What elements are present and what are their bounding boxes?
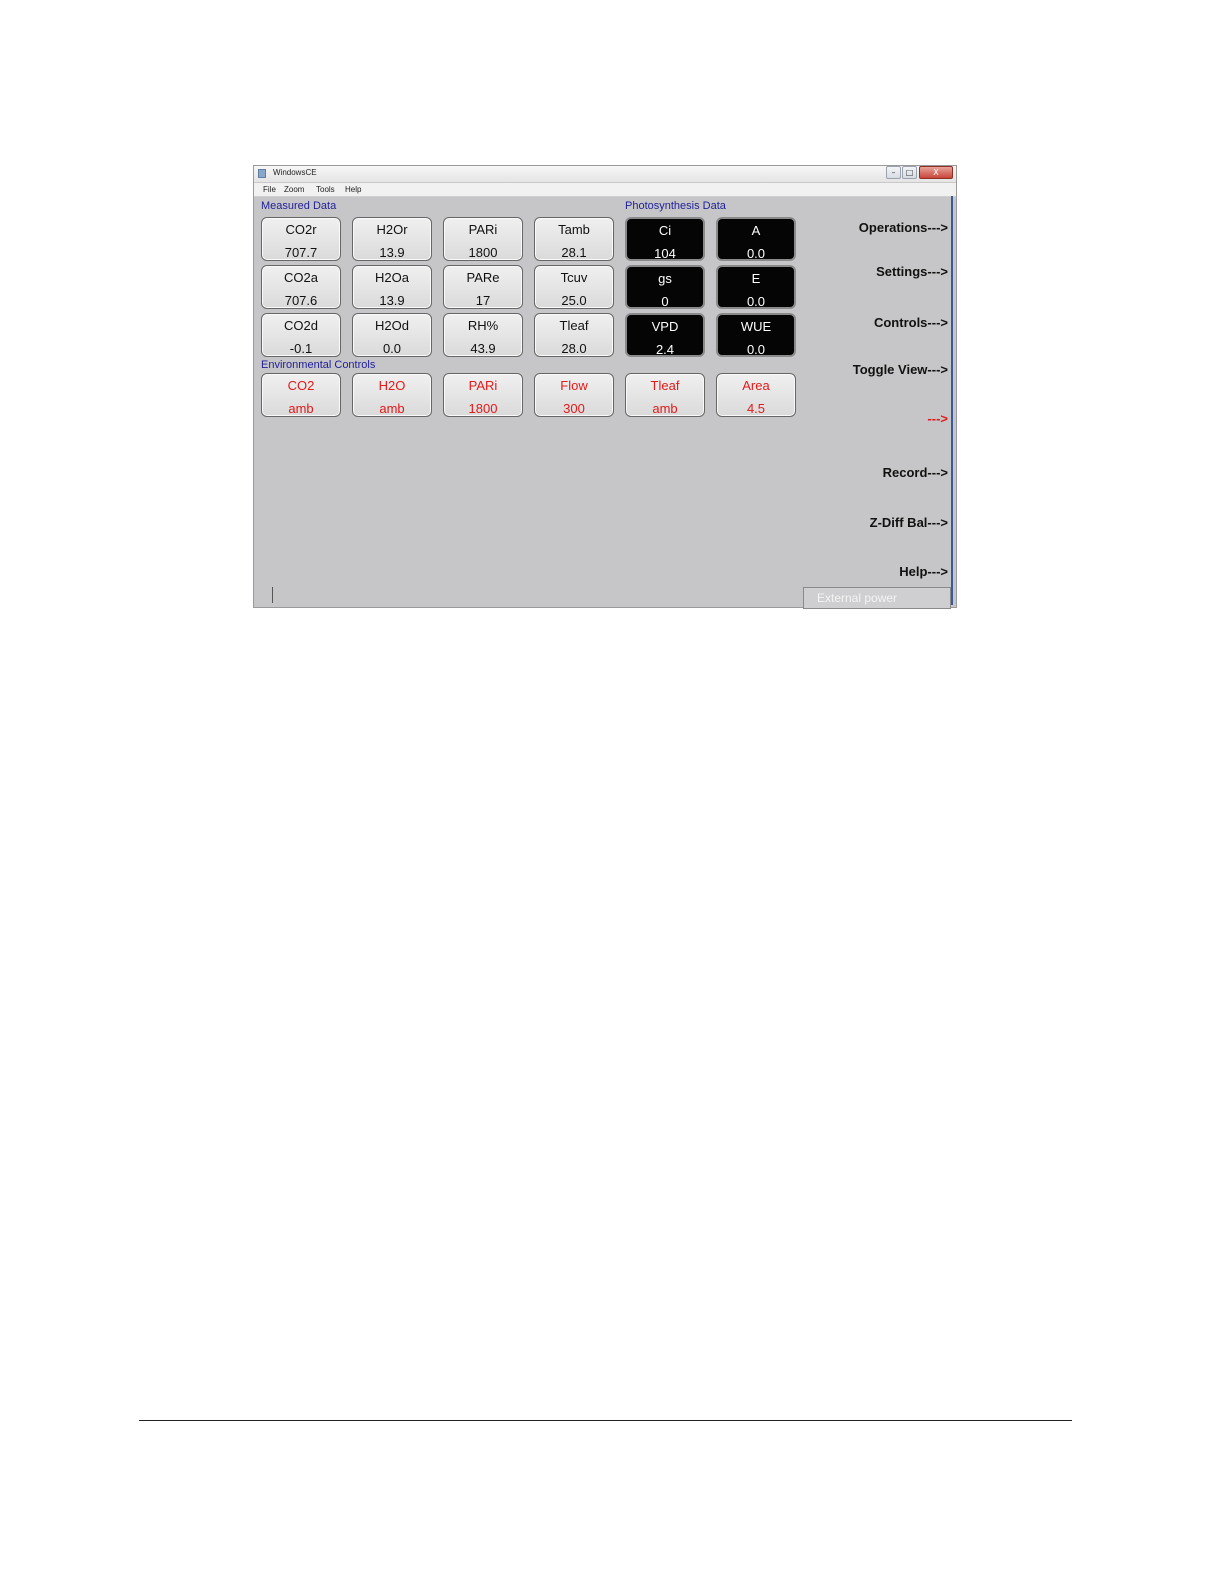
tile-value: 43.9 <box>470 341 496 356</box>
tile-label: gs <box>658 271 672 286</box>
tile-value: 1800 <box>468 245 498 260</box>
tile-value: 0 <box>661 294 669 309</box>
tile-label: Tcuv <box>560 270 588 285</box>
tile-label: Tleaf <box>559 318 589 333</box>
footer-divider <box>139 1420 1072 1421</box>
tile-label: CO2 <box>287 378 315 393</box>
tile-label: Area <box>742 378 770 393</box>
tile-label: H2Oa <box>375 270 409 285</box>
menu-file[interactable]: File <box>263 185 276 194</box>
menu-help[interactable]: Help <box>345 185 362 194</box>
tile-label: A <box>751 223 761 238</box>
tile-value: 28.0 <box>561 341 587 356</box>
tile-h2or[interactable] <box>352 217 432 261</box>
tile-value: 13.9 <box>379 293 405 308</box>
window-title: WindowsCE <box>273 168 317 177</box>
controls-button[interactable]: Controls---> <box>873 315 948 330</box>
tile-label: Ci <box>658 223 672 238</box>
tile-value: 2.4 <box>655 342 675 357</box>
close-button[interactable]: X <box>919 166 953 179</box>
tile-a[interactable] <box>716 217 796 261</box>
settings-button[interactable]: Settings---> <box>876 264 948 279</box>
menu-zoom[interactable]: Zoom <box>284 185 305 194</box>
tile-co2d[interactable] <box>261 313 341 357</box>
env-pari[interactable] <box>443 373 523 417</box>
tile-ci[interactable] <box>625 217 705 261</box>
tile-label: WUE <box>740 319 772 334</box>
toggle-view-button[interactable]: Toggle View---> <box>852 362 948 377</box>
tile-value: 0.0 <box>746 342 766 357</box>
tile-value: 0.0 <box>382 341 402 356</box>
status-divider <box>272 587 273 603</box>
tile-label: CO2d <box>284 318 318 333</box>
tile-label: RH% <box>467 318 499 333</box>
tile-value: 707.7 <box>284 245 318 260</box>
tile-value: 1800 <box>468 401 498 416</box>
menu-tools[interactable]: Tools <box>316 185 335 194</box>
tile-value: amb <box>379 401 405 416</box>
app-icon <box>258 169 266 178</box>
tile-tcuv[interactable] <box>534 265 614 309</box>
tile-value: 13.9 <box>379 245 405 260</box>
window-edge <box>951 196 953 605</box>
tile-value: -0.1 <box>289 341 313 356</box>
tile-co2a[interactable] <box>261 265 341 309</box>
tile-label: PARi <box>468 222 498 237</box>
app-window <box>253 165 957 608</box>
tile-value: 4.5 <box>746 401 766 416</box>
tile-value: amb <box>288 401 314 416</box>
menu-bar <box>254 183 956 197</box>
tile-value: 300 <box>563 401 585 416</box>
photosynthesis-data-label: Photosynthesis Data <box>625 200 726 212</box>
tile-vpd[interactable] <box>625 313 705 357</box>
tile-co2r[interactable] <box>261 217 341 261</box>
help-button[interactable]: Help---> <box>899 564 948 579</box>
tile-label: PARi <box>468 378 498 393</box>
power-status: External power <box>803 587 951 609</box>
tile-label: PARe <box>466 270 500 285</box>
environmental-controls-label: Environmental Controls <box>261 359 376 371</box>
tile-label: VPD <box>651 319 679 334</box>
tile-label: Tamb <box>558 222 590 237</box>
minimize-button[interactable]: – <box>886 166 901 179</box>
title-bar[interactable] <box>254 166 956 183</box>
tile-value: 0.0 <box>746 246 766 261</box>
tile-label: CO2r <box>285 222 317 237</box>
tile-value: 104 <box>654 246 676 261</box>
blank-command-button[interactable]: ---> <box>927 411 948 426</box>
measured-data-label: Measured Data <box>261 200 337 212</box>
tile-label: Flow <box>560 378 588 393</box>
env-h2o[interactable] <box>352 373 432 417</box>
tile-wue[interactable] <box>716 313 796 357</box>
env-co2[interactable] <box>261 373 341 417</box>
tile-label: H2Od <box>375 318 409 333</box>
tile-tleaf[interactable] <box>534 313 614 357</box>
tile-h2od[interactable] <box>352 313 432 357</box>
tile-value: 707.6 <box>284 293 318 308</box>
tile-pare[interactable] <box>443 265 523 309</box>
tile-label: Tleaf <box>650 378 680 393</box>
tile-value: amb <box>652 401 678 416</box>
tile-value: 25.0 <box>561 293 587 308</box>
tile-pari[interactable] <box>443 217 523 261</box>
env-area[interactable] <box>716 373 796 417</box>
tile-value: 28.1 <box>561 245 587 260</box>
tile-gs[interactable] <box>625 265 705 309</box>
env-tleaf[interactable] <box>625 373 705 417</box>
zdiff-bal-button[interactable]: Z-Diff Bal---> <box>869 515 948 530</box>
env-flow[interactable] <box>534 373 614 417</box>
maximize-button[interactable]: □ <box>902 166 917 179</box>
record-button[interactable]: Record---> <box>882 465 948 480</box>
tile-label: E <box>751 271 761 286</box>
tile-tamb[interactable] <box>534 217 614 261</box>
operations-button[interactable]: Operations---> <box>858 220 948 235</box>
tile-label: H2O <box>378 378 406 393</box>
tile-label: H2Or <box>376 222 408 237</box>
tile-value: 0.0 <box>746 294 766 309</box>
tile-h2oa[interactable] <box>352 265 432 309</box>
tile-value: 17 <box>475 293 491 308</box>
tile-label: CO2a <box>284 270 318 285</box>
tile-rh[interactable] <box>443 313 523 357</box>
tile-e[interactable] <box>716 265 796 309</box>
